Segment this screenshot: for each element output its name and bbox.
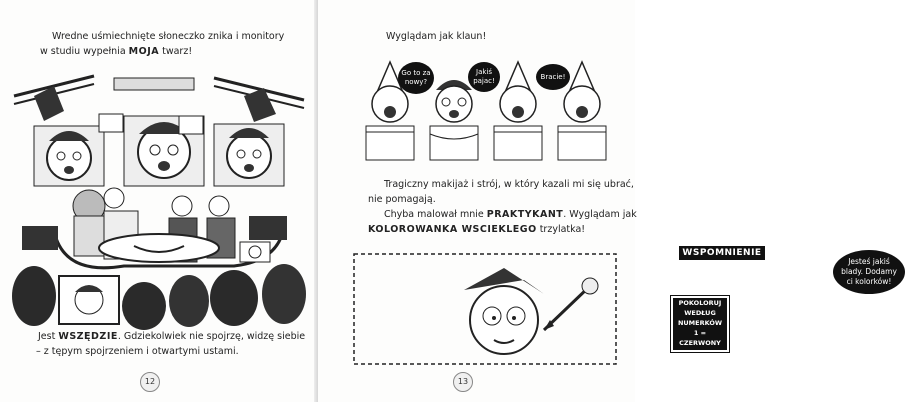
coloring-line-3: NUMERKÓW: [677, 319, 723, 327]
para2-line1: Chyba malował mnie PRAKTYKANT. Wyglądam jak: [384, 209, 637, 220]
speech-bubble-1: Go to za nowy?: [398, 62, 434, 94]
tv-studio-illustration: [14, 66, 304, 328]
left-caption-line1: Wredne uśmiechnięte słoneczko znika i monitory: [52, 31, 285, 42]
coloring-instruction-box: [671, 296, 729, 352]
left-page: [0, 0, 317, 402]
speech-bubble-3: Bracie!: [536, 64, 570, 90]
speech-bubble-2: Jakiś pajac!: [468, 62, 500, 92]
coloring-line-2: WEDŁUG: [684, 309, 716, 317]
right-page: [318, 0, 897, 402]
page-number-right: 13: [453, 372, 473, 392]
memory-panel-illustration: [354, 250, 616, 366]
memory-speech-bubble: Jesteś jakiś blady. Dodamy ci kolorków!: [833, 250, 905, 294]
memory-banner: WSPOMNIENIE: [679, 246, 765, 260]
clown-caption: Wyglądam jak klaun!: [386, 31, 487, 42]
para1-line1: Tragiczny makijaż i strój, w który kazali mi się ubrać,: [384, 179, 634, 190]
left-bottom-line2: – z tępym spojrzeniem i otwartymi ustami.: [36, 346, 239, 357]
left-bottom-line1: Jest WSZĘDZIE. Gdziekolwiek nie spojrzę, widzę siebie: [38, 331, 306, 342]
coloring-line-4: 1 = CZERWONY: [679, 329, 721, 347]
para2-line2: KOLOROWANKA WSCIEKLEGO trzylatka!: [368, 224, 586, 235]
para1-line2: nie pomagają.: [368, 194, 436, 205]
left-caption-line2: w studiu wypełnia MOJA twarz!: [40, 46, 193, 57]
page-number-left: 12: [140, 372, 160, 392]
coloring-line-1: POKOLORUJ: [678, 299, 722, 307]
